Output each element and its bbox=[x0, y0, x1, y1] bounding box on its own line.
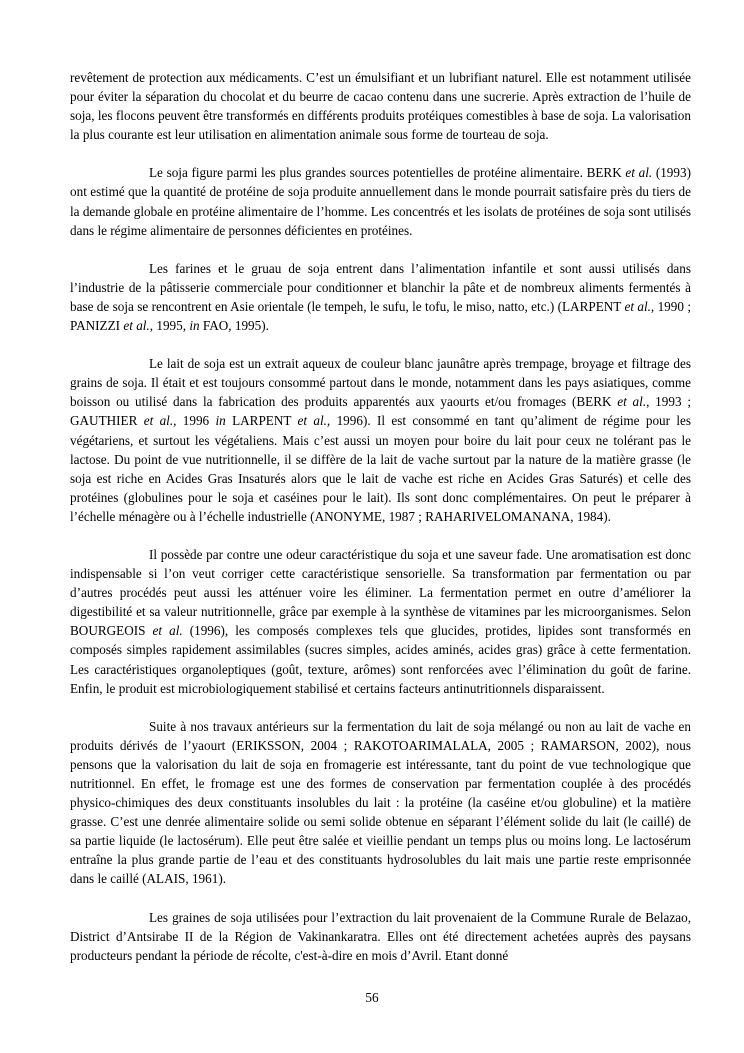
italic-run: in bbox=[215, 413, 226, 429]
text-run: Suite à nos travaux antérieurs sur la fermentation du lait de soja mélangé ou non au lait de vache en produits dérivés de l’yaourt (ERIKSSON, 2004 ; RAKOTOARIMALALA, 2005 ; RAMARSON, 2002), nous pensons que la valorisation du lait de soja en fromagerie est intéressante, tant du point de vue technologique que nutritionnel. En effet, le fromage est une des formes de conservation par fermentation couplée à des procédés physico-chimiques des deux constituants insolubles du lait : la protéine (la caséine et/ou globuline) et la matière grasse. C’est une denrée alimentaire solide ou semi solide obtenue en séparant l’élément solide du lait (le caillé) de sa partie liquide (le lactosérum). Elle peut être salée et vieillie pendant un temps plus ou moins long. Le lactosérum entraîne la plus grande partie de l’eau et des constituants hydrosolubles du lait mais une partie reste emprisonnée dans le caillé (ALAIS, 1961). bbox=[70, 718, 691, 887]
text-run: Les farines et le gruau de soja entrent dans l’alimentation infantile et sont aussi utilisés dans l’industrie de la pâtisserie commerciale pour conditionner et blanchir la pâte et de nombreux aliments fermentés à base de soja se rencontrent en Asie orientale (le tempeh, le sufu, le tofu, le miso, natto, etc.) (LARPENT bbox=[70, 260, 691, 314]
text-run: , 1993 ; GAUTHIER bbox=[70, 394, 691, 429]
text-run: LARPENT bbox=[225, 413, 298, 429]
paragraph-7 bbox=[70, 908, 691, 965]
page-number: 56 bbox=[365, 990, 379, 1005]
text-run: Les graines de soja utilisées pour l’extraction du lait provenaient de la Commune Rurale de Belazao, District d’Antsirabe II de la Région de Vakinankaratra. Elles ont été directement achetées auprès des paysans producteurs pendant la période de récolte, c'est-à-dire en mois d’Avril. Etant donné bbox=[70, 909, 691, 963]
italic-run: in bbox=[189, 318, 200, 334]
paragraph-1 bbox=[70, 68, 691, 144]
italic-run: et al. bbox=[625, 165, 653, 181]
text-run: (1996), les composés complexes tels que glucides, protides, lipides sont transformés en composés simples rapidement assimilables (sucres simples, acides aminés, acides gras) grâce à cette fermentation. Les caractéristiques organoleptiques (goût, texture, arômes) sont renforcées avec l’élimination du goût de farine. Enfin, le produit est microbiologiquement stabilisé et certains facteurs antinutritionnels disparaissent. bbox=[70, 623, 691, 696]
text-run: , 1995, bbox=[149, 318, 190, 334]
text-run: , 1996 bbox=[173, 413, 216, 429]
paragraph-6 bbox=[70, 717, 691, 889]
italic-run: et al. bbox=[143, 413, 174, 429]
italic-run: et al. bbox=[123, 318, 150, 334]
document-page bbox=[70, 68, 691, 965]
text-run: revêtement de protection aux médicaments. C’est un émulsifiant et un lubrifiant naturel. Elle est notamment utilisée pour éviter la séparation du chocolat et du beurre de cacao contenu dans une sucrerie. Après extraction de l’huile de soja, les flocons peuvent être transformés en différents produits protéiques comestibles à base de soja. La valorisation la plus courante est leur utilisation en alimentation animale sous forme de tourteau de soja. bbox=[70, 70, 691, 143]
italic-run: et al., bbox=[297, 413, 331, 429]
text-run: (1993) ont estimé que la quantité de protéine de soja produite annuellement dans le monde pourrait satisfaire près du tiers de la demande globale en protéine alimentaire de l’homme. Les concentrés et les isolats de protéines de soja sont utilisés dans le régime alimentaire de personnes déficientes en protéines. bbox=[70, 165, 691, 238]
text-run: Le soja figure parmi les plus grandes sources potentielles de protéine alimentaire. BERK bbox=[149, 165, 626, 181]
text-run: FAO, 1995). bbox=[199, 318, 269, 334]
italic-run: et al., bbox=[624, 298, 655, 314]
text-run: 1996). Il est consommé en tant qu’aliment de régime pour les végétariens, et surtout les végétaliens. Mais c’est aussi un moyen pour boire du lait pour ceux ne tolérant pas le lactose. Du point de vue nutritionnelle, il se diffère de la lait de vache surtout par la nature de la matière grasse (le soja est riche en Acides Gras Insaturés alors que le lait de vache est riche en Acides Gras Saturés) et celle des protéines (globulines pour le soja et caséines pour le lait). Ils sont donc complémentaires. On peut le préparer à l’échelle ménagère ou à l’échelle industrielle (ANONYME, 1987 ; RAHARIVELOMANANA, 1984). bbox=[70, 413, 692, 524]
italic-run: et al. bbox=[617, 394, 647, 410]
text-run: 1990 ; PANIZZI bbox=[70, 298, 691, 334]
paragraph-3 bbox=[70, 259, 691, 335]
paragraph-5 bbox=[70, 545, 691, 698]
text-run: Il possède par contre une odeur caractéristique du soja et une saveur fade. Une aromatisation est donc indispensable si l’on veut corriger cette caractéristique sensorielle. Sa transformation par fermentation ou par d’autres procédés peut aussi les atténuer voire les éliminer. La fermentation permet en outre d’améliorer la digestibilité et sa valeur nutritionnelle, grâce par exemple à la synthèse de vitamines par les microorganismes. Selon BOURGEOIS bbox=[70, 546, 691, 639]
paragraph-4 bbox=[70, 354, 691, 526]
paragraph-2 bbox=[70, 163, 691, 239]
italic-run: et al. bbox=[152, 623, 183, 639]
text-run: Le lait de soja est un extrait aqueux de couleur blanc jaunâtre après trempage, broyage et filtrage des grains de soja. Il était et est toujours consommé partout dans le monde, notamment dans les pays asiatiques, comme boisson ou utilisé dans la fabrication des produits apparentés aux yaourts et/ou fromages (BERK bbox=[70, 356, 691, 410]
